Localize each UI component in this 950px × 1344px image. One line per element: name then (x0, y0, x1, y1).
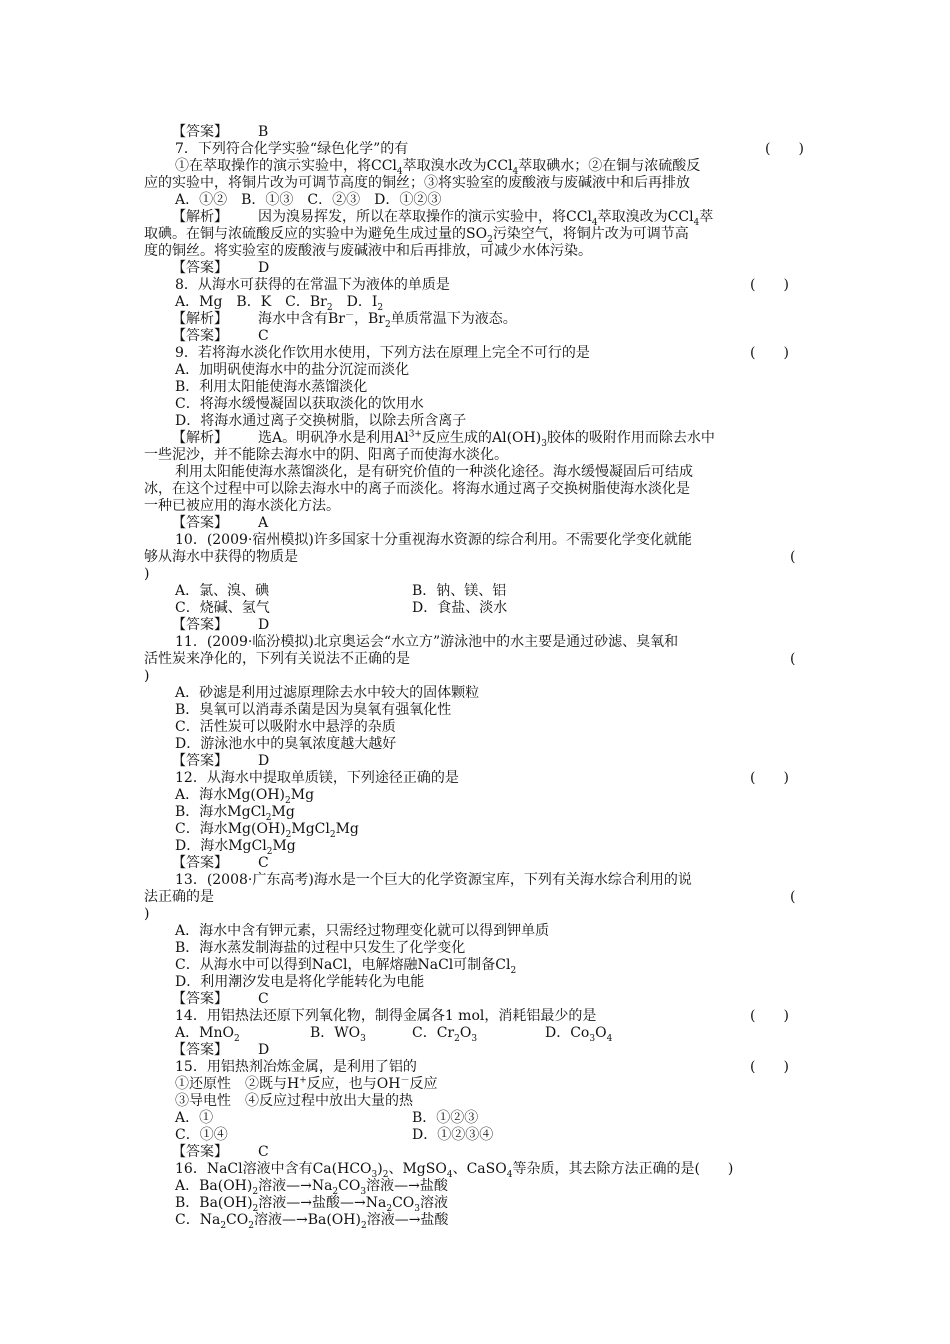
answer-label: 【答案】 (172, 328, 228, 344)
analysis-label: 【解析】 (172, 430, 228, 446)
q7-stem: 7．下列符合化学实验“绿色化学”的有 ( ) (175, 141, 804, 157)
q13-option-c: C．从海水中可以得到NaCl，电解熔融NaCl可制备$Cl_2$ (175, 957, 517, 976)
answer-paren: ( ) (750, 1008, 789, 1024)
q16-stem: 16．NaCl溶液中含有$Ca(HCO_3)_2$、MgSO$_4$、CaSO$_4$等杂质，其去除方法正确的是( ) (175, 1161, 734, 1180)
q15-options-cd: C．①④ D．①②③④ (175, 1127, 494, 1143)
answer-value: B (258, 124, 269, 140)
q9-option-b: B．利用太阳能使海水蒸馏淡化 (175, 379, 368, 395)
answer-value: C (258, 328, 269, 344)
analysis-label: 【解析】 (172, 311, 228, 327)
q11-answer-line (0, 753, 950, 770)
q9-analysis-line3: 利用太阳能使海水蒸馏淡化，是有研究价值的一种淡化途径。海水缓慢凝固后可结成 (175, 464, 693, 480)
answer-value: C (258, 1144, 269, 1160)
answer-value: A (258, 515, 269, 531)
answer-paren: ( ) (750, 1059, 789, 1075)
answer-value: D (258, 1042, 270, 1058)
answer-paren-close: ) (144, 566, 150, 582)
q10-paren-close-line (0, 566, 950, 583)
q8-answer-line (0, 328, 950, 345)
q7-analysis-line3: 度的铜丝。将实验室的废酸液与废碱液中和后再排放，可减少水体污染。 (144, 243, 592, 259)
q13-option-d: D．利用潮汐发电是将化学能转化为电能 (175, 974, 425, 990)
q16-option-a: A．$Ba(OH)_2$溶液$—\to Na_2CO_3$溶液—→盐酸 (175, 1178, 448, 1197)
answer-label: 【答案】 (172, 124, 228, 140)
q8-stem: 8．从海水可获得的在常温下为液体的单质是 ( ) (175, 277, 789, 293)
q10-answer-line (0, 617, 950, 634)
answer-paren-open: ( (790, 889, 796, 905)
answer-paren: ( ) (750, 770, 789, 786)
answer-label: 【答案】 (172, 855, 228, 871)
q15-options-ab: A．① B．①②③ (175, 1110, 479, 1126)
q7-desc-line2: 应的实验中，将铜片改为可调节高度的铜丝；③将实验室的废酸液与废碱液中和后再排放 (144, 175, 690, 191)
answer-label: 【答案】 (172, 260, 228, 276)
q11-stem-line2: 活性炭来净化的，下列有关说法不正确的是 ( (144, 651, 796, 667)
q15-answer-line (0, 1144, 950, 1161)
q9-option-a: A．加明矾使海水中的盐分沉淀而淡化 (175, 362, 410, 378)
q10-options-ab: A．氯、溴、碘 B．钠、镁、铝 (175, 583, 507, 599)
q10-stem-line1: 10．(2009·宿州模拟)许多国家十分重视海水资源的综合利用。不需要化学变化就能 (175, 532, 692, 548)
q9-option-d: D．将海水通过离子交换树脂，以除去所含离子 (175, 413, 467, 429)
answer-value: C (258, 855, 269, 871)
q12-option-c: C．海水$Mg(OH)_2MgCl_2Mg$ (175, 821, 359, 840)
q14-answer-line (0, 1042, 950, 1059)
answer-paren-open: ( (790, 651, 796, 667)
q15-stem: 15．用铝热剂冶炼金属，是利用了铝的 ( ) (175, 1059, 789, 1075)
q9-stem: 9．若将海水淡化作饮用水使用，下列方法在原理上完全不可行的是 ( ) (175, 345, 789, 361)
q11-stem-line1: 11．(2009·临汾模拟)北京奥运会“水立方”游泳池中的水主要是通过砂滤、臭氧和 (175, 634, 679, 650)
q9-analysis-line1: 【解析】 选A。明矾净水是利用$Al^{3+}$反应生成的$Al(OH)_3$胶体的吸附作用而除去水中 (172, 429, 715, 449)
answer-value: C (258, 991, 269, 1007)
q16-option-b: B．$Ba(OH)_2$溶液—→盐酸$—\to Na_2CO_3$溶液 (175, 1195, 449, 1214)
answer-label: 【答案】 (172, 1144, 228, 1160)
answer-label: 【答案】 (172, 617, 228, 633)
q7-desc-line1: ①在萃取操作的演示实验中，将CCl$_4$萃取溴水改为CCl$_4$萃取碘水；②在铜与浓硫酸反 (175, 158, 701, 177)
q13-answer-line (0, 991, 950, 1008)
q12-answer-line (0, 855, 950, 872)
q12-option-b: B．海水MgCl$_2$Mg (175, 804, 295, 823)
q10-stem-line2: 够从海水中获得的物质是 ( (144, 549, 796, 565)
q7-analysis-line2: 取碘。在铜与浓硫酸反应的实验中为避免生成过量的$SO_2$污染空气，将铜片改为可调节高 (144, 226, 689, 245)
answer-paren: ( ) (750, 277, 789, 293)
q9-answer-line (0, 515, 950, 532)
q11-option-b: B．臭氧可以消毒杀菌是因为臭氧有强氧化性 (175, 702, 452, 718)
q8-analysis: 【解析】 海水中含有Br－，$Br_2$单质常温下为液态。 (172, 310, 517, 330)
answer-label: 【答案】 (172, 991, 228, 1007)
answer-value: D (258, 260, 270, 276)
answer-label: 【答案】 (172, 1042, 228, 1058)
answer-paren-close: ) (144, 906, 150, 922)
q9-analysis-line4: 冰，在这个过程中可以除去海水中的离子而淡化。将海水通过离子交换树脂使海水淡化是 (144, 481, 690, 497)
q16-option-c: C．$Na_2CO_2$溶液$—\to Ba(OH)_2$溶液—→盐酸 (175, 1212, 449, 1231)
answer-paren: ( ) (750, 345, 789, 361)
q12-option-d: D．海水MgCl$_2$Mg (175, 838, 296, 857)
answer-value: D (258, 753, 270, 769)
q15-items-line1: ①还原性 ②既与H+反应，也与OH－反应 (175, 1075, 438, 1092)
answer-label: 【答案】 (172, 515, 228, 531)
answer-value: D (258, 617, 270, 633)
answer-paren-close: ) (144, 668, 150, 684)
q11-option-c: C．活性炭可以吸附水中悬浮的杂质 (175, 719, 396, 735)
q13-stem-line2: 法正确的是 ( (144, 889, 796, 905)
q12-option-a: A．海水$Mg(OH)_2Mg$ (175, 787, 315, 806)
q14-stem: 14．用铝热法还原下列氧化物，制得金属各1 mol，消耗铝最少的是 ( ) (175, 1008, 789, 1024)
q10-options-cd: C．烧碱、氢气 D．食盐、淡水 (175, 600, 508, 616)
q11-paren-close-line (0, 668, 950, 685)
q11-option-d: D．游泳池水中的臭氧浓度越大越好 (175, 736, 397, 752)
answer-paren-open: ( (790, 549, 796, 565)
q13-paren-close-line (0, 906, 950, 923)
q15-items-line2: ③导电性 ④反应过程中放出大量的热 (175, 1093, 413, 1109)
q13-stem-line1: 13．(2008·广东高考)海水是一个巨大的化学资源宝库，下列有关海水综合利用的说 (175, 872, 692, 888)
q9-analysis-line5: 一种已被应用的海水淡化方法。 (144, 498, 340, 514)
q6-answer-line (0, 124, 950, 141)
q14-options: A．MnO$_2$ B．$WO_3$ C．$Cr_2O_3$ D．$Co_3O_4$ (175, 1025, 613, 1044)
q13-option-b: B．海水蒸发制海盐的过程中只发生了化学变化 (175, 940, 466, 956)
q7-options: A．①② B．①③ C．②③ D．①②③ (175, 192, 442, 208)
analysis-label: 【解析】 (172, 209, 228, 225)
q11-option-a: A．砂滤是利用过滤原理除去水中较大的固体颗粒 (175, 685, 480, 701)
answer-label: 【答案】 (172, 753, 228, 769)
q13-option-a: A．海水中含有钾元素，只需经过物理变化就可以得到钾单质 (175, 923, 550, 939)
q7-answer-line (0, 260, 950, 277)
q8-options: A．Mg B．K C．$Br_2$ D．$I_2$ (175, 294, 384, 313)
q9-option-c: C．将海水缓慢凝固以获取淡化的饮用水 (175, 396, 424, 412)
q7-analysis-line1: 【解析】 因为溴易挥发，所以在萃取操作的演示实验中，将CCl$_4$萃取溴改为CCl$_4$萃 (172, 209, 714, 228)
answer-paren: ( ) (765, 141, 804, 157)
q12-stem: 12．从海水中提取单质镁，下列途径正确的是 ( ) (175, 770, 789, 786)
q9-analysis-line2: 一些泥沙，并不能除去海水中的阴、阳离子而使海水淡化。 (144, 447, 508, 463)
